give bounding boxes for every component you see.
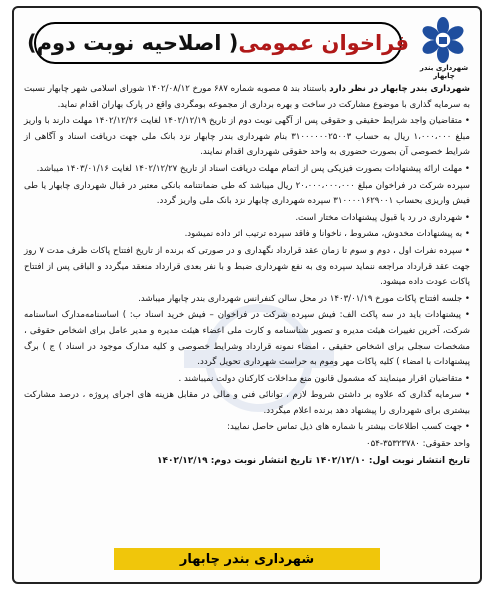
paragraph-rights: • شهرداری در رد یا قبول پیشنهادات مختار است. [295,212,470,223]
paragraph-winner: • سرمایه گذاری که علاوه بر داشتن شروط لازم ، توانائی فنی و مالی در مقابل هزینه های اجرای پروژه ، درصد مشارکت بیشتری برای شهرداری را پیشنهاد دهد برنده اعلام میگردد. [24,390,470,416]
paragraph-deposit: سپرده شرکت در فراخوان مبلغ ۲۰،۰۰۰،۰۰۰،۰۰۰ ریال میباشد که طی ضمانتنامه بانکی معتبر در قبال شهرداری چابهار یا طی فیش واریزی بحساب ۳۱۰۰۰۰۱۶۲۹۰۰۱ سپرده شهرداری چابهار نزد بانک ملی واریز گردد. [24,180,470,207]
intro-bold: شهرداری بندر چابهار در نظر دارد [329,84,470,94]
title-amendment: ( اصلاحیه نوبت دوم) [27,31,239,55]
paragraph-contact: • جهت کسب اطلاعات بیشتر با شماره های ذیل تماس حاصل نمایید: [227,422,470,433]
intro-paragraph [24,82,470,113]
title-main: فراخوان عمومی [238,31,409,55]
publication-dates: تاریخ انتشار نوبت اول: ۱۴۰۲/۱۲/۱۰ تاریخ انتشار نوبت دوم: ۱۴۰۲/۱۲/۱۹ [157,455,470,466]
paragraph-deadline: • مهلت ارائه پیشنهادات بصورت فیزیکی پس از اتمام مهلت دریافت اسناد از تاریخ ۱۴۰۲/۱۲/۲۷ لغایت ۱۴۰۳/۰۱/۱۶ میباشد. [36,163,470,174]
paragraph-declaration: • متقاضیان اقرار مینمایند که مشمول قانون منع مداخلات کارکنان دولت نمیباشند . [178,373,470,384]
intro-text: باستناد بند ۵ مصوبه شماره ۶۸۷ مورخ ۱۴۰۲/۰۸/۱۲ شورای اسلامی شهر چابهار نسبت به سرمایه گذاری با موضوع مشارکت در ساخت و بهره برداری از مجموعه بومگردی واقع در پارک بهاران اقدام نماید. [24,84,470,110]
paragraph-documents: • متقاضیان واجد شرایط حقیقی و حقوقی پس از آگهی نوبت دوم از تاریخ ۱۴۰۲/۱۲/۱۹ لغایت ۱۴۰۲/۱۲/۲۶ مهلت دارند با واریز مبلغ ۱،۰۰۰،۰۰۰ ریال به حساب ۳۱۰۰۰۰۰۰۲۵۰۰۳ بنام شهرداری بندر چابهار نزد بانک ملی جهت دریافت اسناد و آگاهی از شرایط خصوصی آن بصورت حضوری به واحد حقوقی شهرداری اقدام نمایند. [24,116,470,158]
contact-phone: واحد حقوقی: ۳۵۳۲۳۷۸۰-۰۵۴ [366,439,470,450]
notice-frame [12,6,482,584]
paragraph-opening-session: • جلسه افتتاح پاکات مورخ ۱۴۰۳/۰۱/۱۹ در محل سالن کنفرانس شهرداری بندر چابهار میباشد. [138,293,470,304]
footer-banner: شهرداری بندر چابهار [114,548,380,570]
notice-body [24,82,470,470]
paragraph-envelopes: • پیشنهادات باید در سه پاکت الف: فیش سپرده شرکت در فراخوان – فیش خرید اسناد ب: ) اساسنامه‌مدارک اساسنامه شرکت، آخرین تغییرات هیئت مدیره و تصویر شناسنامه و کارت ملی اعضاء هیئت مدیره و مدیر عامل برای اشخاص حقوقی ، مشخصات سجلی برای اشخاص حقیقی ، امضاء نمونه قرارداد وشرایط خصوصی و کلیه مدارک موجود در اسناد ) ج ) برگ پیشنهادات با امضاء ) کلیه پاکات مهر وموم به حراست شهرداری تحویل گردد. [24,310,470,368]
paragraph-deposit-retention: • سپرده نفرات اول ، دوم و سوم تا زمان عقد قرارداد نگهداری و در صورتی که برنده از تاریخ افتتاح پاکات ظرف مدت ۷ روز جهت عقد قرارداد مراجعه ننماید سپرده وی به نفع شهرداری ضبط و با نفر بعدی قرارداد منعقد میگردد و الباقی پس از افتتاح پاکات عودت داده میشود. [24,245,470,288]
notice-header [14,8,480,78]
logo-caption: شهرداری بندر چابهار [419,64,469,80]
notice-title [27,22,409,64]
paragraph-invalid-offers: • به پیشنهادات مخدوش، مشروط ، ناخوانا و فاقد سپرده ترتیب اثر داده نمیشود. [184,229,470,240]
